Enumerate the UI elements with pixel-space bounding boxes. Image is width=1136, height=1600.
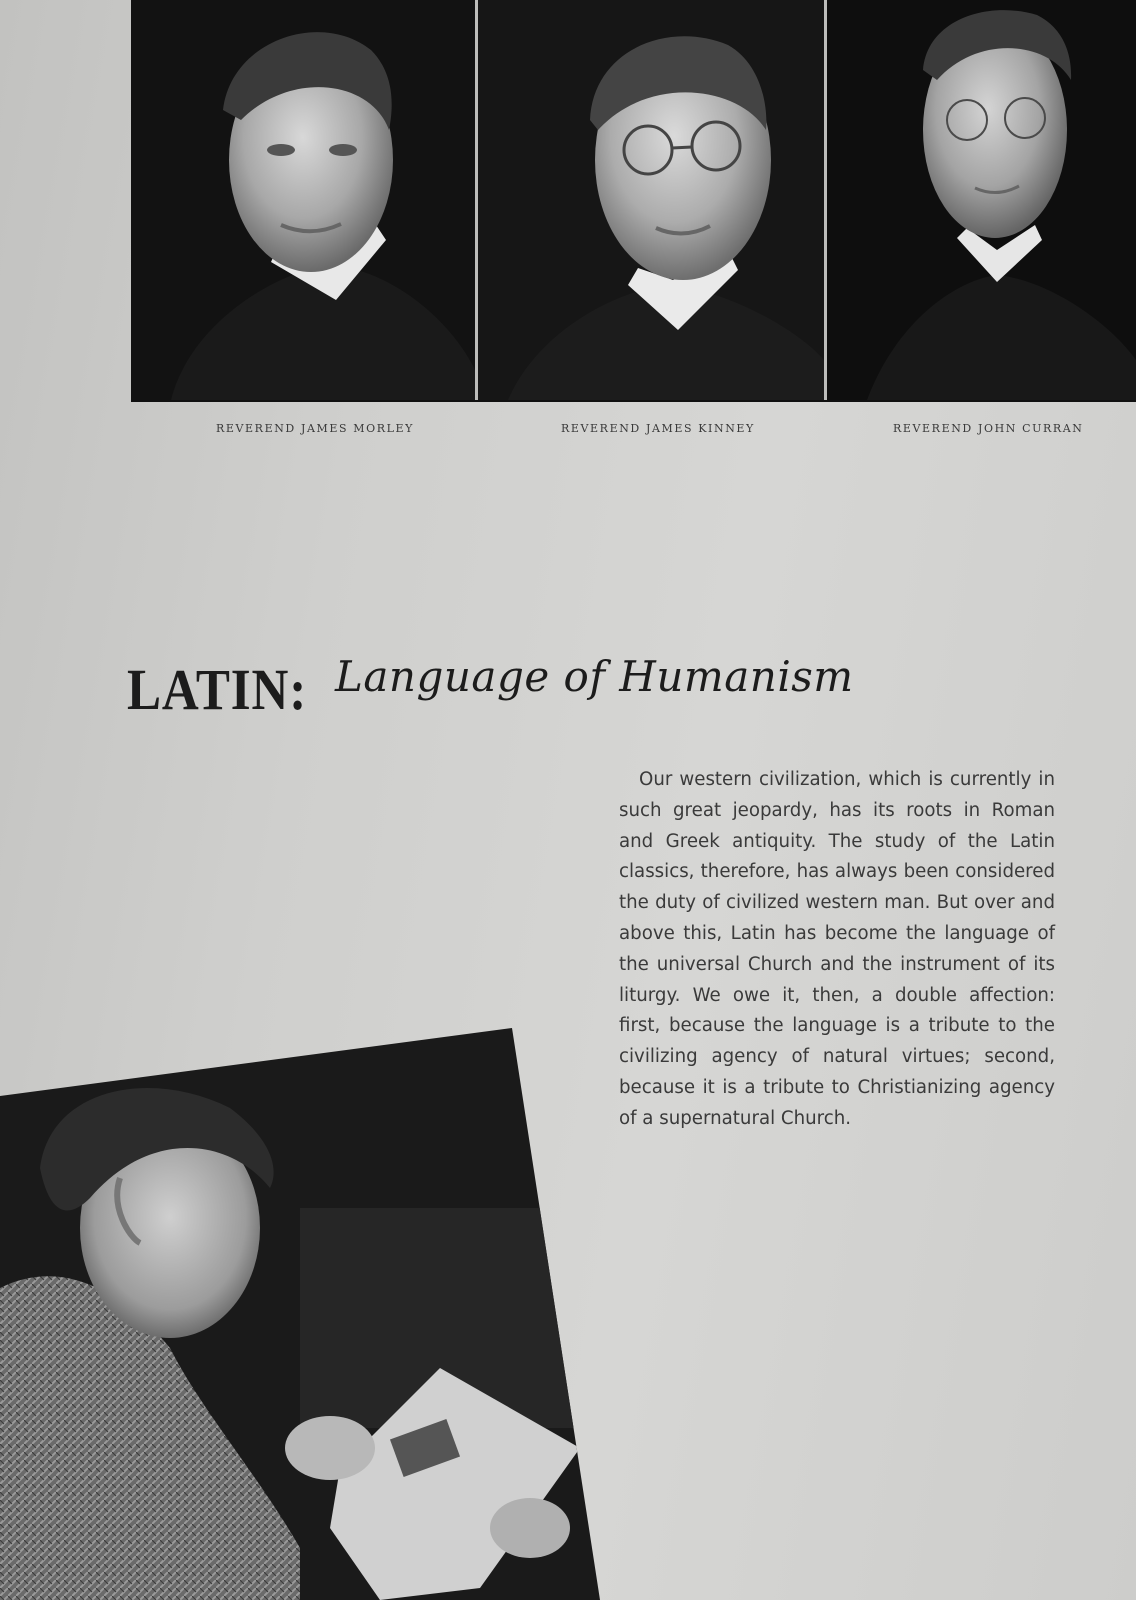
portrait-photo-kinney <box>478 0 824 400</box>
page-heading <box>127 652 854 723</box>
portrait-photo-morley <box>131 0 475 400</box>
heading-main: LATIN: <box>127 657 308 722</box>
portrait-photo-curran <box>827 0 1136 400</box>
portrait-caption-morley: REVEREND JAMES MORLEY <box>216 422 414 435</box>
portrait-strip <box>131 0 1136 402</box>
portrait-caption-kinney: REVEREND JAMES KINNEY <box>561 422 755 435</box>
heading-subtitle: Language of Humanism <box>335 652 854 701</box>
student-reading-photo <box>0 1028 600 1600</box>
portrait-caption-curran: REVEREND JOHN CURRAN <box>893 422 1084 435</box>
body-paragraph: Our western civilization, which is currently in such great jeopardy, has its roots in Roman and Greek antiquity. The study of the Latin classics, therefore, has always been considered the duty of civilized western man. But over and above this, Latin has become the language of the universal Church and the instrument of its liturgy. We owe it, then, a double affection: first, because the language is a tribute to the civilizing agency of natural virtues; second, because it is a tribute to Christianizing agency of a supernatural Church. <box>619 769 1055 1129</box>
